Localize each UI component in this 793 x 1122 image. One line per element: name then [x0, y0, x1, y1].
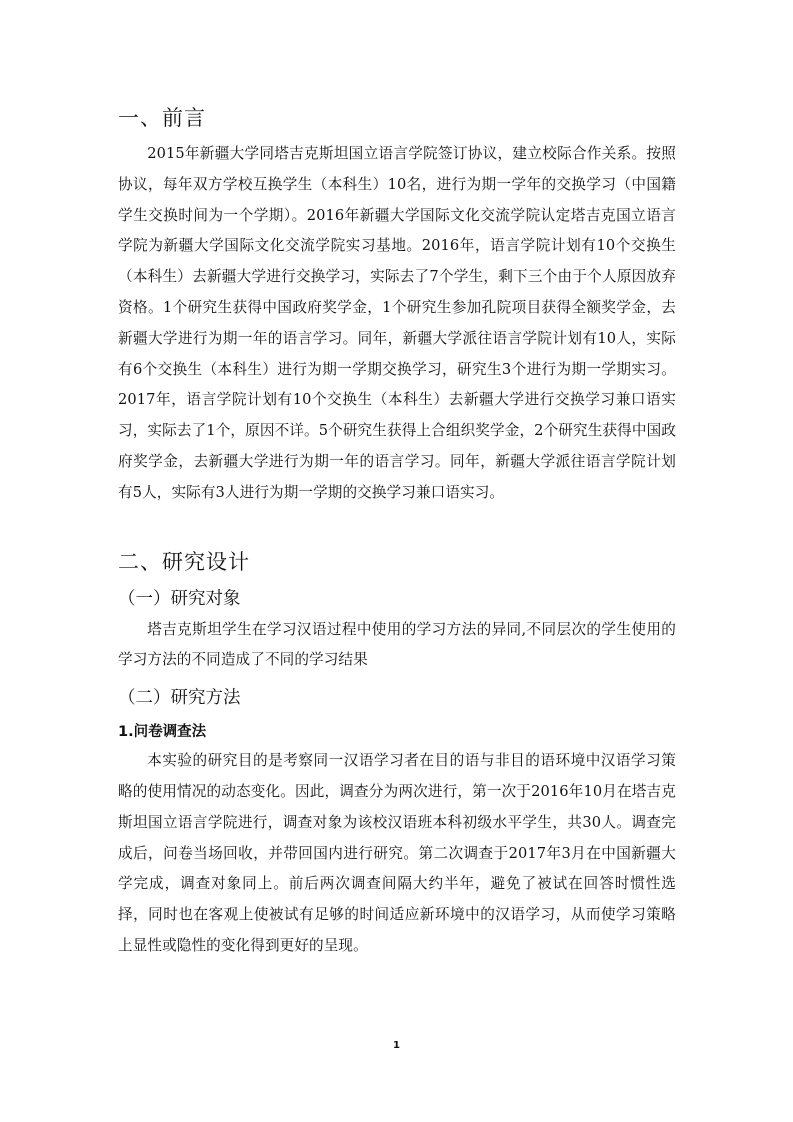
preface-paragraph: 2015年新疆大学同塔吉克斯坦国立语言学院签订协议，建立校际合作关系。按照协议，每年双方学校互换学生（本科生）10名，进行为期一学年的交换学习（中国籍学生交换时间为一个学期）。2016年新疆大学国际文化交流学院认定塔吉克国立语言学院为新疆大学国际文化交流学院实习基地。2016年，语言学院计划有10个交换生（本科生）去新疆大学进行交换学习，实际去了7个学生，剩下三个由于个人原因放弃资格。1个研究生获得中国政府奖学金，1个研究生参加孔院项目获得全额奖学金，去新疆大学进行为期一年的语言学习。同年，新疆大学派往语言学院计划有10人，实际有6个交换生（本科生）进行为期一学期交换学习，研究生3个进行为期一学期实习。2017年，语言学院计划有10个交换生（本科生）去新疆大学进行交换学习兼口语实习，实际去了1个，原因不详。5个研究生获得上合组织奖学金，2个研究生获得中国政府奖学金，去新疆大学进行为期一年的语言学习。同年，新疆大学派往语言学院计划有5人，实际有3人进行为期一学期的交换学习兼口语实习。	[118, 145, 676, 501]
research-subject-paragraph: 塔吉克斯坦学生在学习汉语过程中使用的学习方法的异同,不同层次的学生使用的学习方法的不同造成了不同的学习结果	[118, 620, 676, 669]
section-heading-preface: 一、前言	[118, 106, 206, 130]
page-number: 1	[393, 1040, 400, 1051]
questionnaire-paragraph: 本实验的研究目的是考察同一汉语学习者在目的语与非目的语环境中汉语学习策略的使用情况的动态变化。因此，调查分为两次进行，第一次于2016年10月在塔吉克斯坦国立语言学院进行，调查对象为该校汉语班本科初级水平学生，共30人。调查完成后，问卷当场回收，并带回国内进行研究。第二次调查于2017年3月在中国新疆大学完成，调查对象同上。前后两次调查间隔大约半年，避免了被试在回答时惯性选择，同时也在客观上使被试有足够的时间适应新环境中的汉语学习，从而使学习策略上显性或隐性的变化得到更好的呈现。	[118, 752, 676, 954]
document-body	[118, 101, 676, 962]
section-heading-research-design: 二、研究设计	[118, 549, 250, 574]
subsubsection-heading-questionnaire: 1.问卷调查法	[118, 724, 207, 741]
subsection-heading-research-subject: （一）研究对象	[118, 588, 241, 609]
subsection-heading-research-method: （二）研究方法	[118, 688, 241, 709]
